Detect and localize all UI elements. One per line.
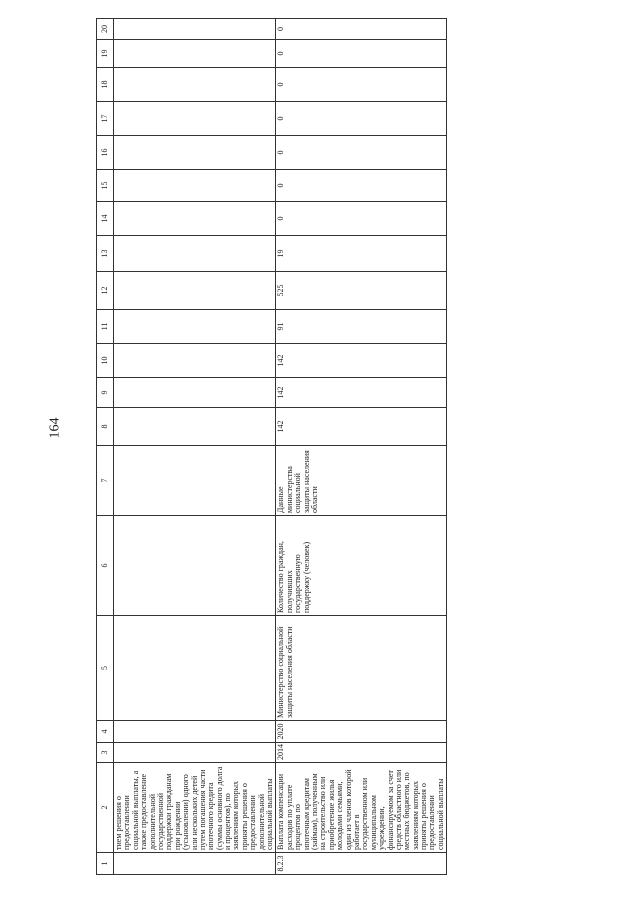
header-cell: 3 [97, 743, 114, 763]
header-cell: 7 [97, 446, 114, 516]
header-cell: 20 [97, 19, 114, 40]
cell-start-year: 2014 [276, 743, 447, 763]
header-cell: 2 [97, 763, 114, 853]
cell-value: 91 [276, 310, 447, 344]
cell-value: 0 [276, 170, 447, 202]
header-cell: 6 [97, 516, 114, 616]
cell-value [114, 344, 276, 378]
cell-value: 0 [276, 202, 447, 236]
cell-value [114, 408, 276, 446]
header-cell: 5 [97, 616, 114, 721]
cell-value: 19 [276, 236, 447, 272]
cell-value [114, 272, 276, 310]
cell-value [114, 19, 276, 40]
cell-value: 142 [276, 378, 447, 408]
cell-value [114, 102, 276, 136]
cell-indicator [114, 516, 276, 616]
cell-value [114, 236, 276, 272]
cell-executor [114, 616, 276, 721]
header-cell: 14 [97, 202, 114, 236]
cell-value: 0 [276, 102, 447, 136]
cell-value [114, 170, 276, 202]
cell-value: 0 [276, 68, 447, 102]
header-cell: 15 [97, 170, 114, 202]
cell-value: 0 [276, 19, 447, 40]
cell-start-year [114, 743, 276, 763]
header-row [97, 19, 114, 875]
cell-indicator: Количество граждан, получивших государственную поддержку (человек) [276, 516, 447, 616]
header-cell: 11 [97, 310, 114, 344]
header-cell: 16 [97, 136, 114, 170]
cell-value: 0 [276, 40, 447, 68]
header-cell: 17 [97, 102, 114, 136]
cell-value [114, 310, 276, 344]
cell-value [114, 136, 276, 170]
cell-value [114, 68, 276, 102]
cell-value: 142 [276, 344, 447, 378]
table-row [114, 19, 276, 875]
header-cell: 18 [97, 68, 114, 102]
data-table [96, 18, 447, 875]
header-cell: 4 [97, 721, 114, 743]
cell-value [114, 40, 276, 68]
cell-number: 8.2.3 [276, 853, 447, 875]
cell-end-year: 2020 [276, 721, 447, 743]
cell-description: тием решения о предоставлении социальной выплаты, а также предоставление дополнительной государственной поддержки гражданам при рождении (усыновлении) одного или нескольких детей путем погашения части ипотечного кредита (суммы основного долга и процентов), по заявлениям которых приняты решения о предоставлении дополнительной социальной выплаты [114, 763, 276, 853]
cell-executor: Министерство социальной защиты населения области [276, 616, 447, 721]
header-cell: 1 [97, 853, 114, 875]
cell-number [114, 853, 276, 875]
header-cell: 10 [97, 344, 114, 378]
cell-value: 142 [276, 408, 447, 446]
cell-value [114, 378, 276, 408]
cell-value [114, 202, 276, 236]
header-cell: 19 [97, 40, 114, 68]
cell-source [114, 446, 276, 516]
cell-value: 525 [276, 272, 447, 310]
table-row [276, 19, 447, 875]
header-cell: 12 [97, 272, 114, 310]
cell-value: 0 [276, 136, 447, 170]
page-number-text: 164 [47, 417, 62, 439]
table-frame [96, 25, 445, 875]
cell-source: Данные министерства социальной защиты населения области [276, 446, 447, 516]
header-cell: 8 [97, 408, 114, 446]
header-cell: 9 [97, 378, 114, 408]
cell-description: Выплата компенсации расходов по уплате процентов по ипотечным кредитам (займам), полученным на строительство или приобретение жилья молодыми семьями, один из членов которой работает в государственном или муниципальном учреждении, финансируемом за счет средств областного или местных бюджетов, по заявлениям которых приняты решения о предоставлении социальной выплаты [276, 763, 447, 853]
header-cell: 13 [97, 236, 114, 272]
cell-end-year [114, 721, 276, 743]
page-number [35, 408, 75, 448]
